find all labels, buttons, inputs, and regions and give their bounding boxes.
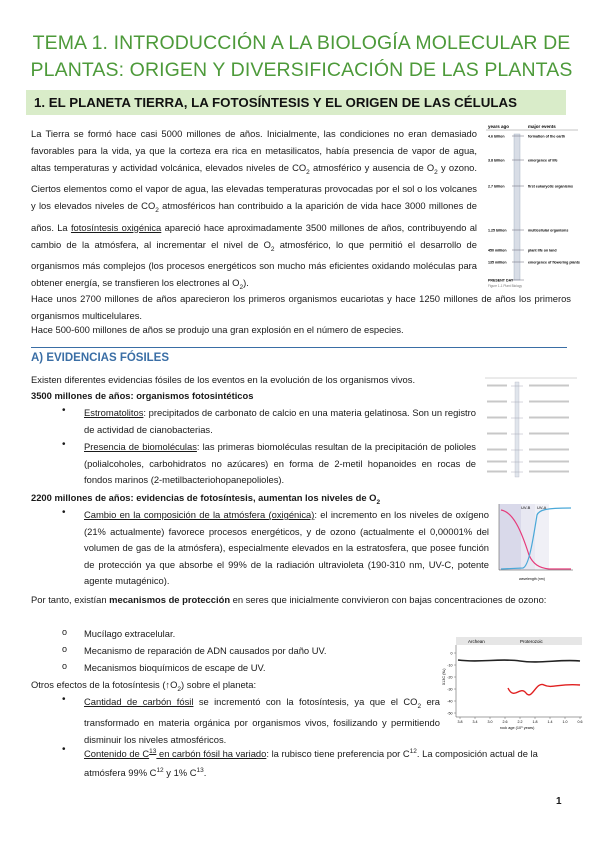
timeline-age: 450 million [488, 248, 507, 253]
page-number: 1 [556, 796, 562, 807]
heading-3500: 3500 millones de años: organismos fotosintéticos [31, 390, 254, 401]
svg-text:Figure 1-1 Plant Biology: Figure 1-1 Plant Biology [488, 284, 523, 288]
protection-item-2: Mecanismo de reparación de ADN causados por daño UV. [84, 645, 327, 656]
bullet-fossil-carbon: Cantidad de carbón fósil se incrementó con la fotosíntesis, ya que el $CO_2$ era transformado en materia orgánica por organismos vivos, fosilizando y permitiendo disminuir los niveles atmosféricos. [84, 696, 441, 746]
figure2-label-bar [487, 433, 507, 435]
figure2-label-bar [487, 461, 507, 463]
figure2-label-bar [529, 385, 569, 387]
x-tick-label: 3.0 [487, 720, 493, 724]
timeline-age: 3.8 billion [488, 158, 505, 163]
bullet-atmosphere: Cambio en la composición de la atmósfera (oxigénica): el incremento en los niveles de oxígeno (21% actualmente) favorece procesos energéticos, y de ozono (actualmente el 0,00001% del volumen de gas de la atmósfera), especialmente elevados en la estratosfera, que posee función de protección ya que absorbe el 99% de la radiación ultravioleta (190-310 nm, UV-C, potente agente mutagénico). [84, 509, 489, 587]
timeline-col2: major events [528, 124, 556, 129]
figure2-label-bar [487, 401, 507, 403]
isotope-xlabel: rock age (10⁹ years) [500, 726, 535, 730]
timeline-col1: years ago [488, 124, 510, 129]
x-tick-label: 2.6 [502, 720, 508, 724]
bullet-dot: • [62, 405, 66, 416]
carbonate-curve [458, 660, 580, 662]
timeline-event: first eukaryotic organisms [528, 184, 573, 189]
uva-label: UV-A [537, 505, 547, 510]
figure2-label-bar [529, 471, 569, 473]
bullet-dot: • [62, 694, 66, 705]
eukaryote-paragraph: Hace unos 2700 millones de años aparecieron los primeros organismos eucariotas y hace 1250 millones de años los primeros organismos multicelulares. [31, 293, 571, 321]
bullet-dot: • [62, 439, 66, 450]
intro-paragraph: La Tierra se formó hace casi 5000 millones de años. Inicialmente, las condiciones no eran demasiado favorables para la vida, ya que la corteza era rica en metasilicatos, había presencia de vapor de agua, altas temperaturas y actividad volcánica, elevados niveles de $CO_2$ atmosférico y ausencia de $O_2$ y ozono. Ciertos elementos como el vapor de agua, las elevadas temperaturas provocadas por el sol o los volcanes y los elevados niveles de $CO_2$ atmosféricos han contribuido a la aparición de vida hace 3000 millones de años. La fotosíntesis oxigénica apareció hace aproximadamente 3500 millones de años, contribuyendo al cambio de la atmósfera, al incrementar el nivel de $O_2$ atmosférico, lo que permitió el desarrollo de organismos más complejos (los procesos energéticos son mucho más eficientes oxidando moléculas para obtener energía, se transfieren los electrones al $O_2$). [31, 128, 478, 291]
proterozoic-label: Proterozoic [520, 639, 543, 644]
circle-bullet: o [62, 644, 68, 654]
timeline-event: emergence of flowering plants [528, 260, 580, 265]
isotope-ylabel: δ13C (‰) [442, 668, 446, 685]
bullet-dot: • [62, 507, 66, 518]
archean-label: Archean [468, 639, 485, 644]
section-heading: 1. EL PLANETA TIERRA, LA FOTOSÍNTESIS Y EL ORIGEN DE LAS CÉLULAS [26, 90, 566, 115]
figure2-label-bar [529, 461, 569, 463]
bullet-c13: Contenido de $C^{13}$ en carbón fósil ha variado: la rubisco tiene preferencia por $C^{12}$. La composición actual de la atmósfera 99% $C^{12}$ y 1% $C^{13}$. [84, 748, 538, 778]
bullet-biomolecules: Presencia de biomoléculas: las primeras biomoléculas resultan de la precipitación de polioles (polialcoholes, carbohidratos no azúcares) en forma de 2-metil hopanoides en rocas de fondos marinos (2-metilbacteriohopanepolioles). [84, 441, 476, 486]
timeline-age: 4.6 billion [488, 134, 505, 139]
carbon-isotope-figure [440, 633, 586, 733]
figure2-label-bar [529, 401, 569, 403]
figure2-label-bar [529, 417, 569, 419]
y-tick-label: -30 [447, 687, 453, 692]
figure2-label-bar [529, 449, 569, 451]
x-tick-label: 0.6 [577, 720, 583, 724]
y-tick-label: 0 [450, 651, 453, 656]
subsection-heading: A) EVIDENCIAS FÓSILES [31, 352, 170, 364]
bullet-stromatolites: Estromatolitos: precipitados de carbonato de calcio en una materia gelatinosa. Son un registro de actividad de cianobacterias. [84, 407, 476, 435]
x-tick-label: 3.8 [457, 720, 463, 724]
evidence-intro: Existen diferentes evidencias fósiles de los eventos en la evolución de los organismos vivos. [31, 374, 416, 385]
x-tick-label: 1.4 [547, 720, 553, 724]
heading-2200: 2200 millones de años: evidencias de fotosíntesis, aumentan los niveles de $O_2$ [31, 492, 381, 506]
protection-paragraph: Por tanto, existían mecanismos de protección en seres que inicialmente convivieron con bajas concentraciones de ozono: [31, 594, 547, 605]
figure2-label-bar [487, 449, 507, 451]
circle-bullet: o [62, 661, 68, 671]
timeline-bar [514, 134, 520, 280]
figure2-label-bar [529, 433, 569, 435]
protection-item-1: Mucílago extracelular. [84, 628, 176, 639]
circle-bullet: o [62, 627, 68, 637]
stromatolite-timeline-figure [481, 372, 581, 482]
uvc-band [499, 504, 521, 570]
organic-carbon-curve [508, 684, 580, 694]
timeline-age: PRESENT DAY [488, 278, 514, 283]
figure2-label-bar [487, 417, 507, 419]
figure2-label-bar [487, 471, 507, 473]
y-tick-label: -50 [447, 711, 453, 716]
subsection-rule [31, 347, 567, 348]
x-tick-label: 3.4 [472, 720, 478, 724]
timeline-event: plant life on land [528, 248, 557, 253]
uvb-label: UV-B [521, 505, 531, 510]
timeline-event: multicellular organisms [528, 228, 569, 233]
uv-spectrum-figure [493, 500, 579, 585]
timeline-age: 2.7 billion [488, 184, 505, 189]
x-tick-label: 2.2 [517, 720, 523, 724]
y-tick-label: -10 [447, 663, 453, 668]
timeline-age: 135 million [488, 260, 507, 265]
y-tick-label: -40 [447, 699, 453, 704]
title-line-1: TEMA 1. INTRODUCCIÓN A LA BIOLOGÍA MOLECULAR DE [32, 32, 571, 54]
explosion-paragraph: Hace 500-600 millones de años se produjo una gran explosión en el número de especies. [31, 324, 404, 335]
x-tick-label: 1.0 [562, 720, 568, 724]
title-line-2: PLANTAS: ORIGEN Y DIVERSIFICACIÓN DE LAS PLANTAS [30, 59, 573, 81]
oxygenic-photosynthesis-term: fotosíntesis oxigénica [70, 221, 162, 233]
spectrum-xlabel: wavelength (nm) [519, 577, 545, 581]
protection-item-3: Mecanismos bioquímicos de escape de UV. [84, 662, 266, 673]
bullet-dot: • [62, 744, 66, 755]
timeline-event: emergence of life [528, 158, 558, 163]
timeline-event: formation of the earth [528, 134, 566, 139]
timeline-figure [482, 120, 582, 290]
timeline-age: 1.25 billion [488, 228, 507, 233]
page-title [20, 30, 583, 84]
figure2-label-bar [487, 385, 507, 387]
y-tick-label: -20 [447, 675, 453, 680]
x-tick-label: 1.8 [532, 720, 538, 724]
other-effects: Otros efectos de la fotosíntesis $(↑O_2)$ sobre el planeta: [31, 679, 257, 693]
